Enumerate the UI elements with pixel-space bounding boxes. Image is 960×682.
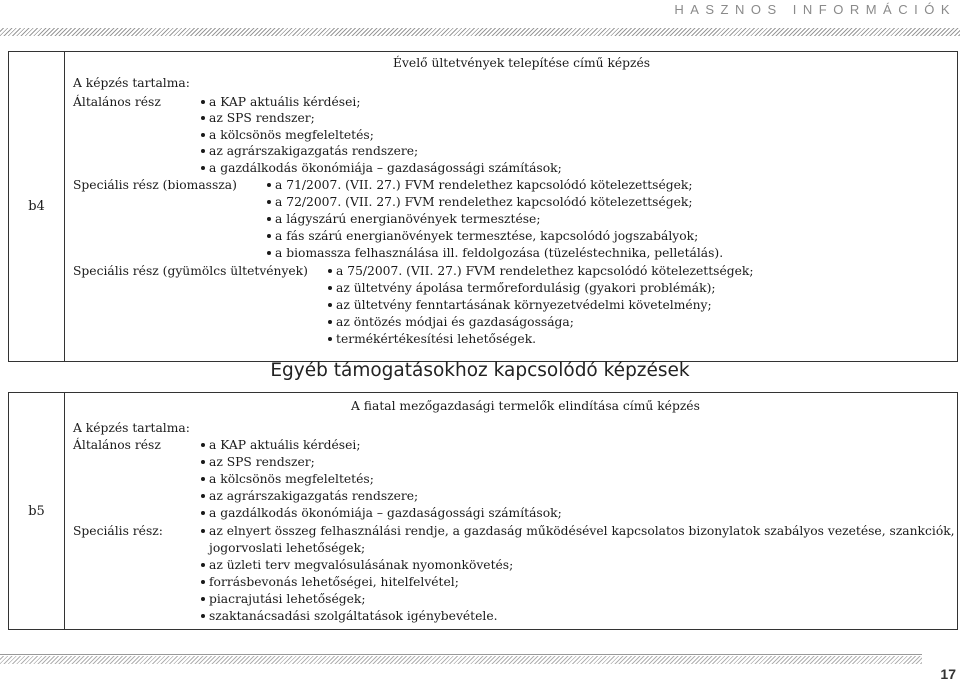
list-item: szaktanácsadási szolgáltatások igénybevétele.	[209, 609, 498, 623]
list-item: a KAP aktuális kérdései;	[209, 438, 361, 452]
content-heading: A képzés tartalma:	[73, 421, 190, 435]
page-number: 17	[940, 666, 956, 682]
footer-rule	[0, 654, 922, 655]
course-title: Évelő ültetvények telepítése című képzés	[393, 56, 651, 70]
special-label: Speciális rész:	[73, 524, 163, 538]
list-item: az agrárszakigazgatás rendszere;	[209, 489, 419, 503]
row-label-b5: b5	[9, 393, 65, 629]
row-content-b5	[65, 393, 957, 629]
list-item: az elnyert összeg felhasználási rendje, a gazdaság működésével kapcsolatos bizonylatok szabályos vezetése, szankciók,	[209, 524, 955, 538]
list-item-continuation: jogorvoslati lehetőségek;	[209, 541, 366, 555]
row-b5	[8, 392, 958, 630]
list-item: a 75/2007. (VII. 27.) FVM rendelethez kapcsolódó kötelezettségek;	[336, 264, 754, 278]
list-item: a 72/2007. (VII. 27.) FVM rendelethez kapcsolódó kötelezettségek;	[275, 195, 693, 209]
header-title: HASZNOS INFORMÁCIÓK	[674, 2, 956, 17]
list-item: a KAP aktuális kérdései;	[209, 95, 361, 109]
list-item: az üzleti terv megvalósulásának nyomonkövetés;	[209, 558, 514, 572]
list-item: termékértékesítési lehetőségek.	[336, 332, 537, 346]
list-item: a biomassza felhasználása ill. feldolgozása (tüzeléstechnika, pelletálás).	[275, 246, 724, 260]
course-title: A fiatal mezőgazdasági termelők elindítása című képzés	[351, 399, 700, 413]
biomass-label: Speciális rész (biomassza)	[73, 178, 237, 192]
list-item: a kölcsönös megfeleltetés;	[209, 472, 374, 486]
list-item: az SPS rendszer;	[209, 111, 315, 125]
header-hatch-divider	[0, 28, 960, 36]
list-item: az öntözés módjai és gazdaságossága;	[336, 315, 574, 329]
list-item: piacrajutási lehetőségek;	[209, 592, 366, 606]
list-item: forrásbevonás lehetőségei, hitelfelvétel;	[209, 575, 459, 589]
list-item: a fás szárú energianövények termesztése, kapcsolódó jogszabályok;	[275, 229, 699, 243]
general-label: Általános rész	[73, 95, 161, 109]
list-item: a lágyszárú energianövények termesztése;	[275, 212, 541, 226]
row-b4	[8, 51, 958, 362]
orchard-label: Speciális rész (gyümölcs ültetvények)	[73, 264, 308, 278]
list-item: az ültetvény fenntartásának környezetvédelmi követelmény;	[336, 298, 712, 312]
row-content-b4	[65, 52, 957, 361]
content-heading: A képzés tartalma:	[73, 76, 190, 90]
list-item: az ültetvény ápolása termőrefordulásig (gyakori problémák);	[336, 281, 716, 295]
row-label-b4: b4	[9, 52, 65, 361]
list-item: a 71/2007. (VII. 27.) FVM rendelethez kapcsolódó kötelezettségek;	[275, 178, 693, 192]
footer-hatch-divider	[0, 656, 922, 664]
list-item: a gazdálkodás ökonómiája – gazdaságossági számítások;	[209, 506, 562, 520]
list-item: a gazdálkodás ökonómiája – gazdaságossági számítások;	[209, 161, 562, 175]
section-title: Egyéb támogatásokhoz kapcsolódó képzések	[270, 360, 690, 381]
list-item: az SPS rendszer;	[209, 455, 315, 469]
list-item: az agrárszakigazgatás rendszere;	[209, 144, 419, 158]
general-label: Általános rész	[73, 438, 161, 452]
list-item: a kölcsönös megfeleltetés;	[209, 128, 374, 142]
